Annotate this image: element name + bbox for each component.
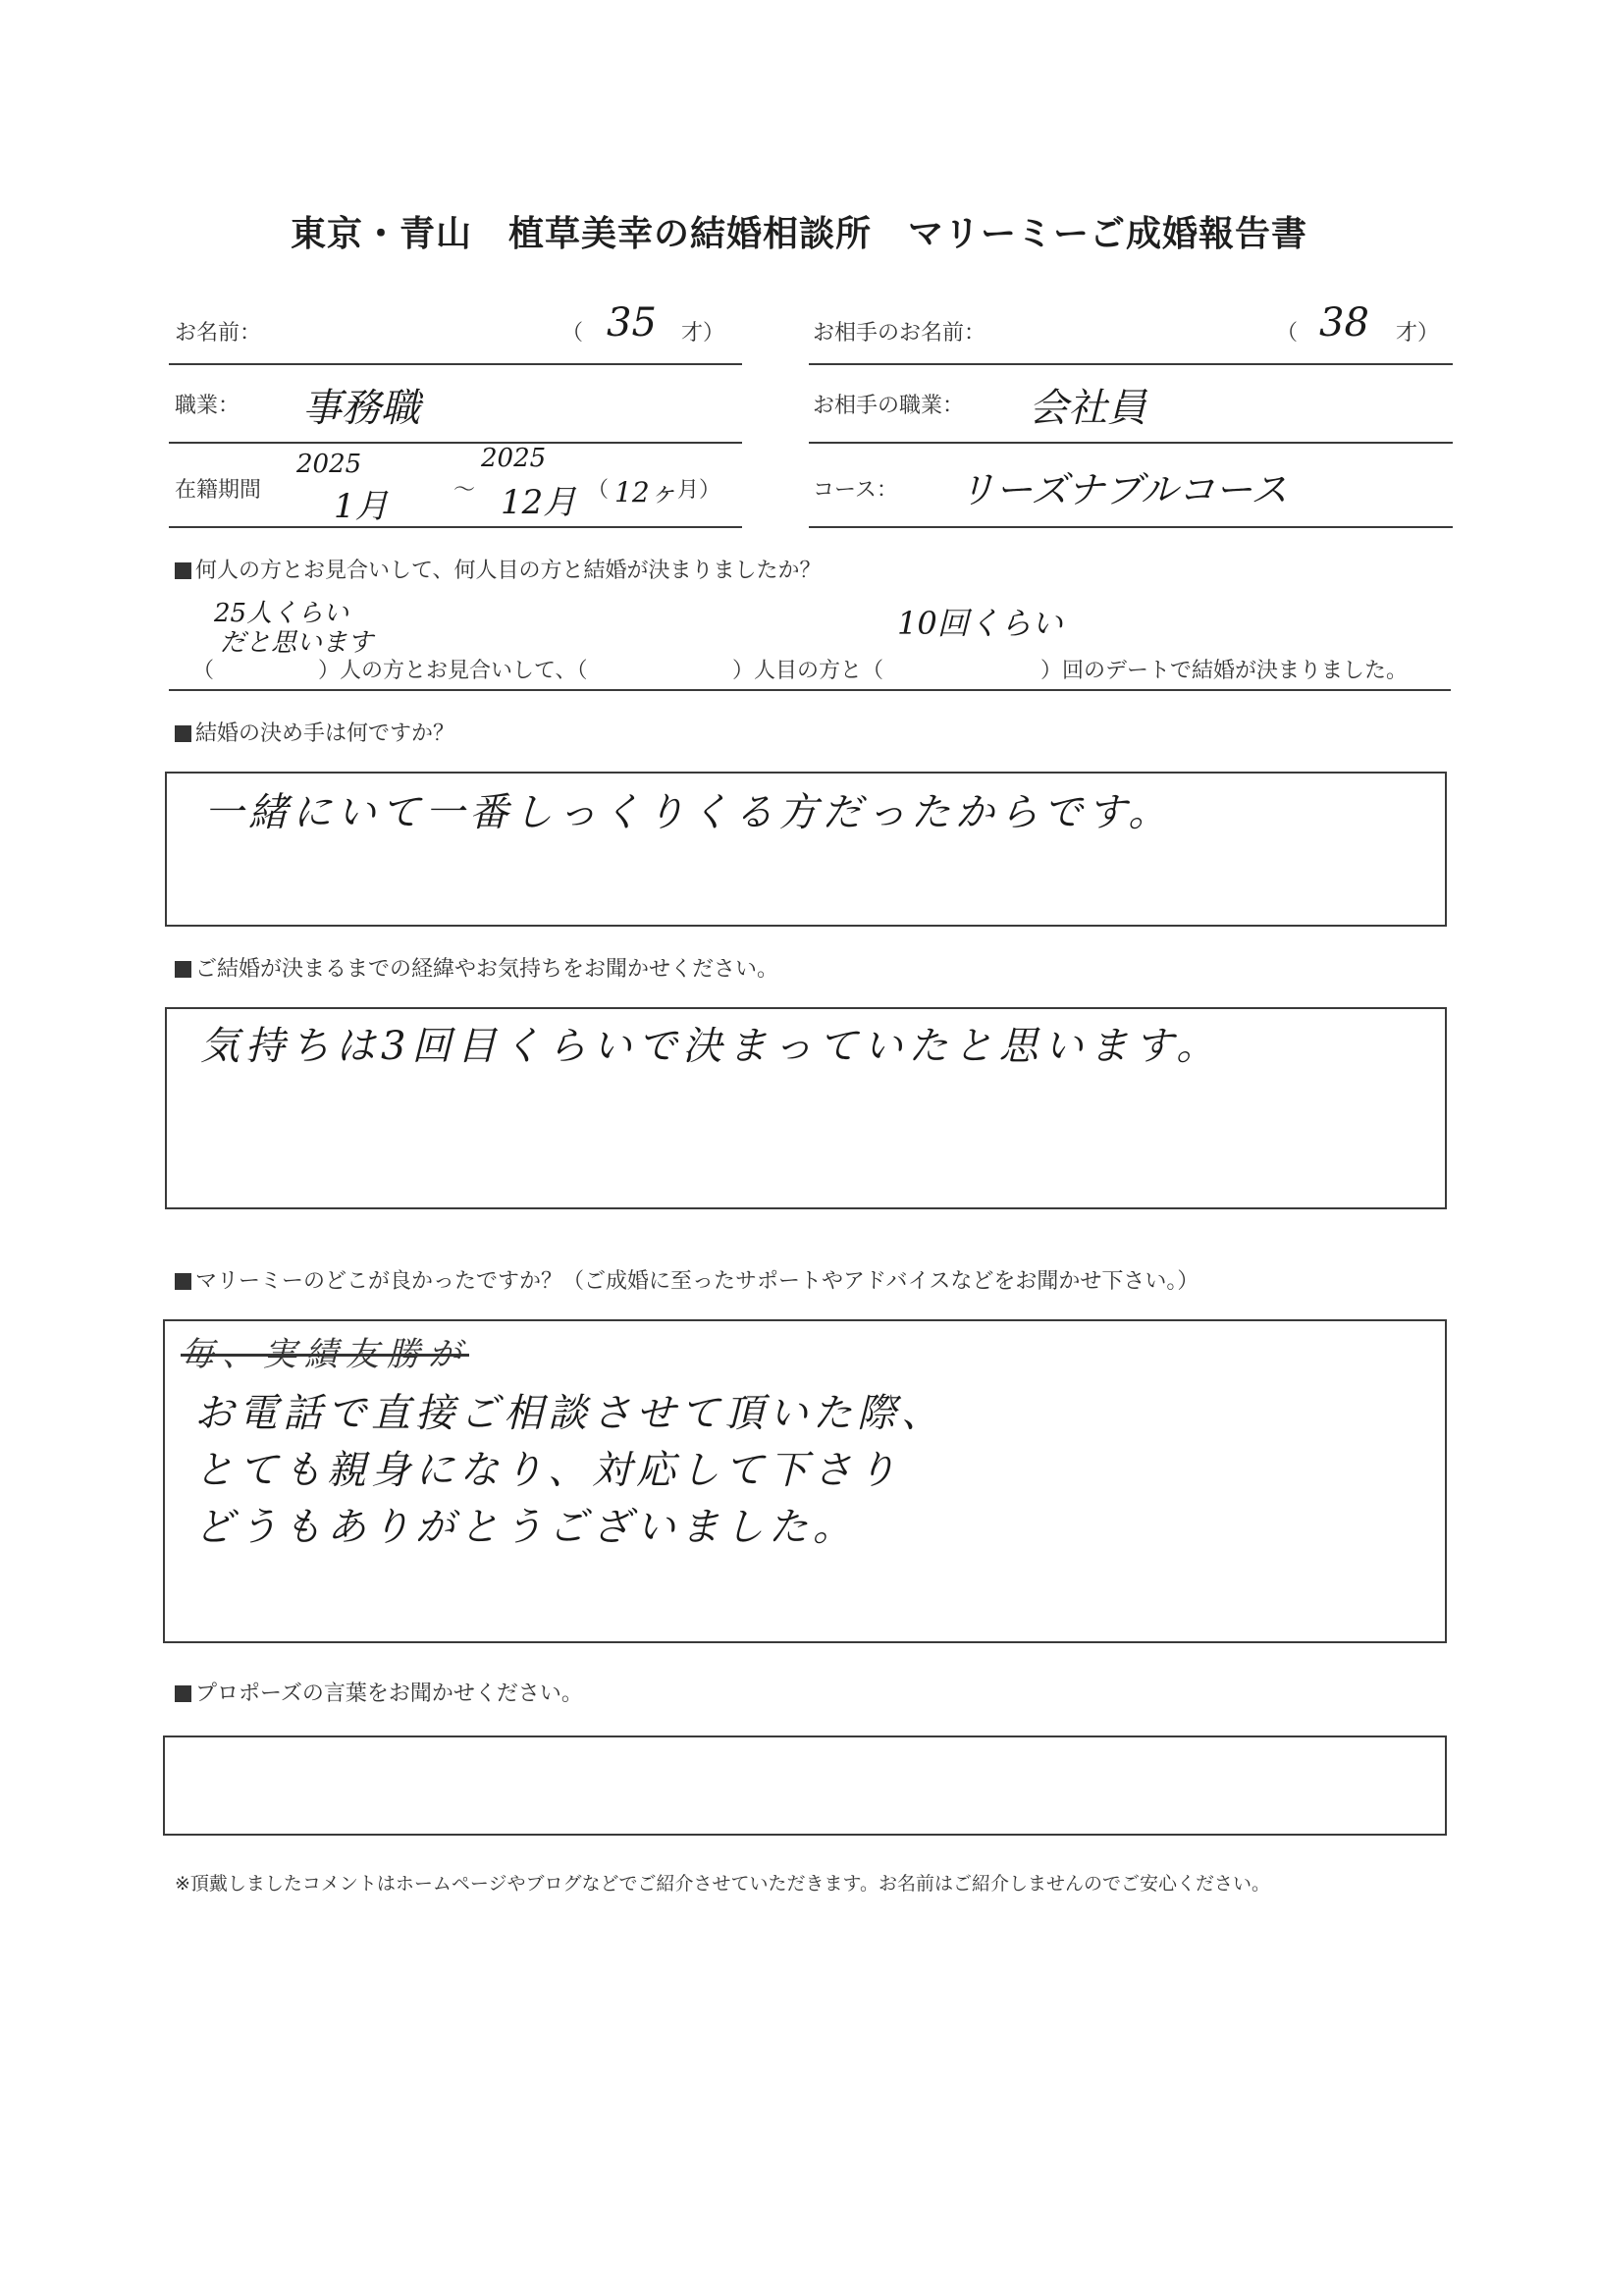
crossed-out-text: 毎、実績友勝が	[181, 1335, 469, 1374]
matches-dates-text: ）回のデートで結婚が決まりました。	[1040, 659, 1409, 683]
good-points-answer-line1: お電話で直接ご相談させて頂いた際、	[194, 1391, 945, 1436]
deciding-factor-answer: 一緒にいて一番しっくりくる方だったからです。	[204, 790, 1173, 835]
proposal-box	[163, 1735, 1447, 1836]
name-underline	[169, 363, 742, 365]
start-year: 2025	[296, 450, 362, 479]
course-underline	[809, 526, 1453, 528]
partner-age-close-paren: 才）	[1396, 321, 1440, 346]
question-good-points-text: マリーミーのどこが良かったですか？（ご成婚に至ったサポートやアドバイスなどをお聞かせ下さい。）	[195, 1269, 1199, 1294]
partner-age-open-paren: （	[1276, 321, 1299, 346]
course-label: コース：	[813, 478, 898, 503]
question-story-text: ご結婚が決まるまでの経緯やお気持ちをお聞かせください。	[195, 957, 779, 982]
end-year: 2025	[481, 444, 547, 473]
matches-count-handwritten: 25人くらい	[214, 599, 349, 628]
partner-name-label: お相手のお名前：	[813, 321, 986, 346]
question-deciding-factor	[175, 717, 454, 747]
job-value: 事務職	[302, 386, 420, 431]
matches-underline	[169, 689, 1451, 691]
good-points-answer-line2: とても親身になり、対応して下さり	[194, 1448, 901, 1493]
matches-open-paren: （	[192, 659, 215, 683]
matches-count-note-handwritten: だと思います	[220, 628, 374, 658]
job-label: 職業：	[175, 394, 240, 418]
age-open-paren: （	[561, 321, 584, 346]
name-label: お名前：	[175, 321, 262, 346]
question-good-points	[175, 1264, 1198, 1295]
period-underline	[169, 526, 742, 528]
age-value: 35	[607, 300, 657, 346]
period-label: 在籍期間	[175, 478, 262, 503]
dates-count-handwritten: 10回くらい	[897, 605, 1063, 642]
question-proposal	[175, 1677, 583, 1707]
bullet-square-icon	[175, 1273, 191, 1290]
duration-value: 12ヶ	[614, 476, 677, 508]
partner-job-value: 会社員	[1029, 386, 1146, 431]
question-proposal-text: プロポーズの言葉をお聞かせください。	[195, 1682, 583, 1706]
period-tilde: ～	[453, 478, 476, 503]
partner-name-underline	[809, 363, 1453, 365]
story-answer: 気持ちは3回目くらいで決まっていたと思います。	[200, 1024, 1222, 1069]
duration-close-paren: 月）	[677, 478, 721, 503]
partner-age-value: 38	[1319, 300, 1369, 346]
good-points-answer-line3: どうもありがとうございました。	[194, 1505, 857, 1550]
course-value: リーズナブルコース	[958, 468, 1288, 511]
question-story	[175, 952, 778, 983]
question-matches	[175, 554, 822, 584]
partner-job-underline	[809, 442, 1453, 444]
matches-people-text: ）人の方とお見合いして、（	[318, 659, 588, 683]
start-month: 1月	[334, 487, 389, 526]
partner-job-label: お相手の職業：	[813, 394, 965, 418]
bullet-square-icon	[175, 961, 191, 978]
end-month: 12月	[501, 483, 577, 522]
question-matches-text: 何人の方とお見合いして、何人目の方と結婚が決まりましたか？	[195, 559, 822, 583]
bullet-square-icon	[175, 562, 191, 579]
duration-open-paren: （	[587, 478, 610, 503]
matches-nth-text: ）人目の方と（	[732, 659, 884, 683]
footer-note: ※頂戴しましたコメントはホームページやブログなどでご紹介させていただきます。お名前はご紹介しませんのでご安心ください。	[175, 1873, 1271, 1895]
bullet-square-icon	[175, 725, 191, 742]
page-title: 東京・青山 植草美幸の結婚相談所 マリーミーご成婚報告書	[290, 214, 1307, 254]
age-close-paren: 才）	[681, 321, 725, 346]
question-deciding-factor-text: 結婚の決め手は何ですか？	[195, 721, 455, 746]
bullet-square-icon	[175, 1685, 191, 1702]
job-underline	[169, 442, 742, 444]
